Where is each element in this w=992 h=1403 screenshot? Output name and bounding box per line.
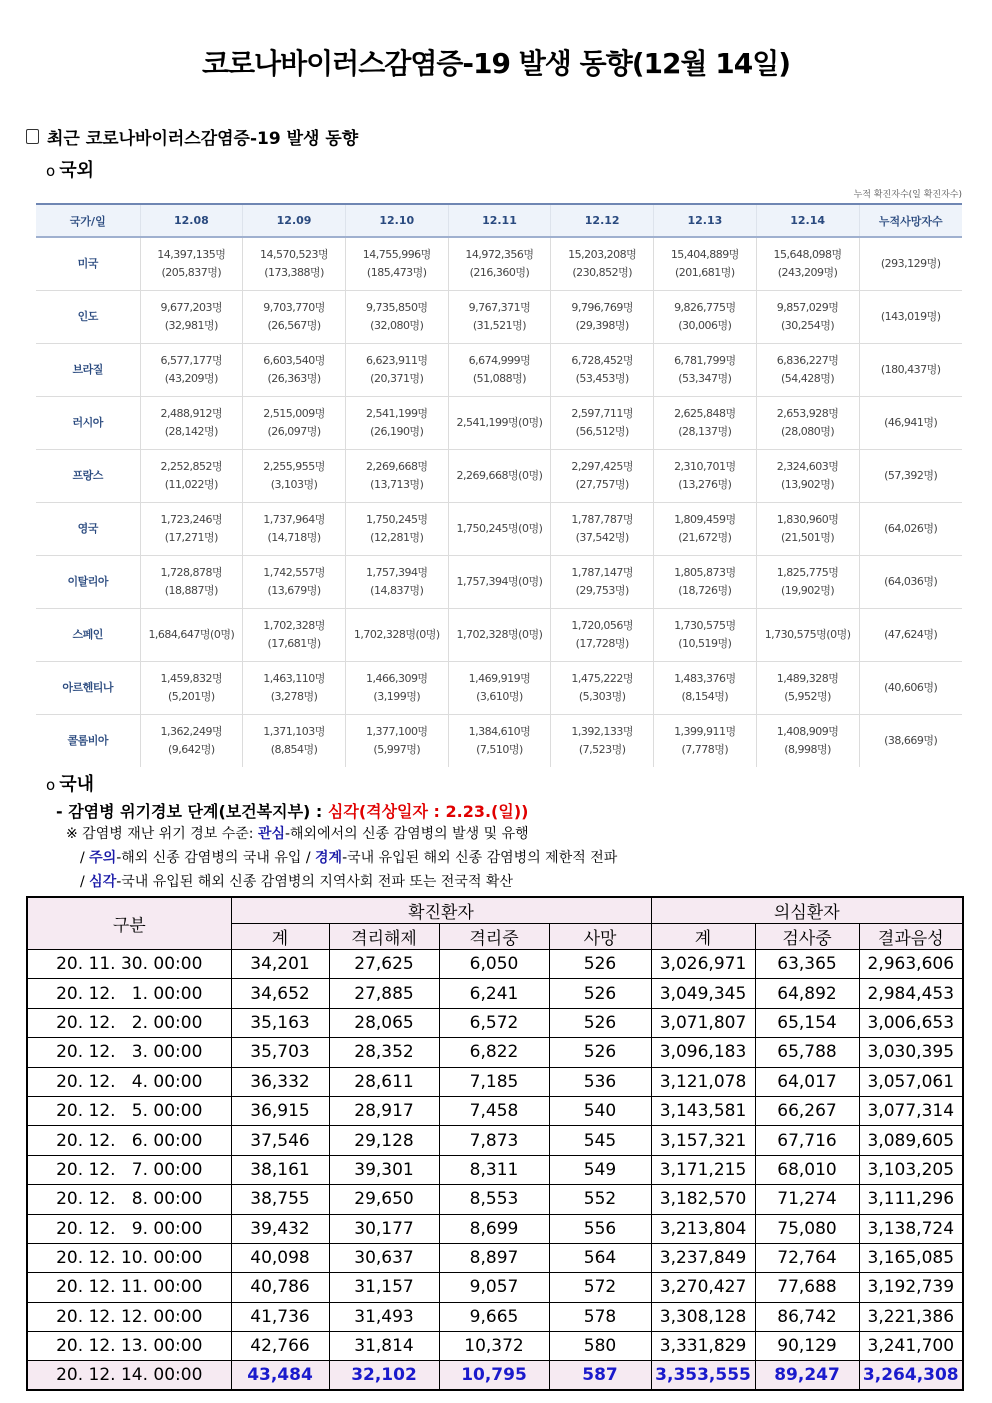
level-alert: 경계 [315,850,343,866]
value-cell: 2,963,606 [859,950,963,979]
international-note: 누적 확진자수(일 확진자수) [853,190,962,200]
value-cell: 3,030,395 [859,1038,963,1067]
table-row [36,396,962,449]
value-cell: 75,080 [755,1214,859,1243]
case-count-cell: 2,515,009명 (26,097명) [243,396,346,449]
value-cell: 552 [549,1185,651,1214]
value-cell: 9,665 [439,1302,549,1331]
international-header-row [36,204,962,237]
country-name: 프랑스 [36,449,140,502]
value-cell: 43,484 [231,1361,329,1390]
value-cell: 86,742 [755,1302,859,1331]
value-cell: 35,703 [231,1038,329,1067]
case-count-cell: 1,805,873명 (18,726명) [654,555,757,608]
case-count-cell: 9,677,203명 (32,981명) [140,290,243,343]
alert-description-line-2: / 주의-해외 신종 감염병의 국내 유입 / 경계-국내 유입된 해외 신종 감염병의 제한적 전파 [80,850,618,866]
date-cell: 20. 12. 1. 00:00 [27,979,231,1008]
case-count-cell: 1,830,960명 (21,501명) [756,502,859,555]
value-cell: 3,353,555 [651,1361,755,1390]
value-cell: 3,213,804 [651,1214,755,1243]
value-cell: 30,177 [329,1214,439,1243]
value-cell: 6,572 [439,1008,549,1037]
value-cell: 36,332 [231,1067,329,1096]
value-cell: 556 [549,1214,651,1243]
value-cell: 7,458 [439,1096,549,1125]
table-row [36,661,962,714]
header-category: 구분 [27,897,231,950]
date-cell: 20. 12. 10. 00:00 [27,1243,231,1272]
value-cell: 3,165,085 [859,1243,963,1272]
value-cell: 8,553 [439,1185,549,1214]
case-count-cell: 1,459,832명 (5,201명) [140,661,243,714]
value-cell: 65,788 [755,1038,859,1067]
header-subcolumn: 검사중 [755,924,859,950]
table-row [27,1038,963,1067]
case-count-cell: 1,757,394명 (14,837명) [345,555,448,608]
case-count-cell: 1,392,133명 (7,523명) [551,714,654,767]
value-cell: 28,352 [329,1038,439,1067]
case-count-cell: 2,653,928명 (28,080명) [756,396,859,449]
value-cell: 32,102 [329,1361,439,1390]
value-cell: 31,493 [329,1302,439,1331]
case-count-cell: 15,404,889명 (201,681명) [654,237,757,290]
value-cell: 29,128 [329,1126,439,1155]
value-cell: 3,103,205 [859,1155,963,1184]
value-cell: 3,241,700 [859,1332,963,1361]
case-count-cell: 2,597,711명 (56,512명) [551,396,654,449]
value-cell: 10,795 [439,1361,549,1390]
value-cell: 42,766 [231,1332,329,1361]
table-row [27,1185,963,1214]
date-cell: 20. 12. 8. 00:00 [27,1185,231,1214]
value-cell: 587 [549,1361,651,1390]
value-cell: 578 [549,1302,651,1331]
value-cell: 67,716 [755,1126,859,1155]
value-cell: 66,267 [755,1096,859,1125]
case-count-cell: 1,399,911명 (7,778명) [654,714,757,767]
value-cell: 27,885 [329,979,439,1008]
case-count-cell: 1,384,610명 (7,510명) [448,714,551,767]
header-date: 12.11 [448,204,551,237]
death-count-cell: (40,606명) [859,661,962,714]
value-cell: 9,057 [439,1273,549,1302]
date-cell: 20. 12. 2. 00:00 [27,1008,231,1037]
header-subcolumn: 결과음성 [859,924,963,950]
value-cell: 31,157 [329,1273,439,1302]
case-count-cell: 1,730,575명(0명) [756,608,859,661]
case-count-cell: 9,735,850명 (32,080명) [345,290,448,343]
value-cell: 580 [549,1332,651,1361]
value-cell: 38,161 [231,1155,329,1184]
table-row [36,449,962,502]
case-count-cell: 1,750,245명(0명) [448,502,551,555]
value-cell: 72,764 [755,1243,859,1272]
death-count-cell: (64,026명) [859,502,962,555]
bullet-icon: o [46,162,56,180]
value-cell: 3,264,308 [859,1361,963,1390]
case-count-cell: 1,787,147명 (29,753명) [551,555,654,608]
value-cell: 536 [549,1067,651,1096]
date-cell: 20. 12. 3. 00:00 [27,1038,231,1067]
value-cell: 30,637 [329,1243,439,1272]
case-count-cell: 1,702,328명(0명) [345,608,448,661]
value-cell: 89,247 [755,1361,859,1390]
value-cell: 3,331,829 [651,1332,755,1361]
date-cell: 20. 12. 4. 00:00 [27,1067,231,1096]
country-name: 이탈리아 [36,555,140,608]
table-row [36,502,962,555]
case-count-cell: 2,625,848명 (28,137명) [654,396,757,449]
value-cell: 3,221,386 [859,1302,963,1331]
case-count-cell: 1,757,394명(0명) [448,555,551,608]
value-cell: 3,077,314 [859,1096,963,1125]
case-count-cell: 9,767,371명 (31,521명) [448,290,551,343]
value-cell: 3,308,128 [651,1302,755,1331]
case-count-cell: 9,857,029명 (30,254명) [756,290,859,343]
country-name: 아르헨티나 [36,661,140,714]
date-cell: 20. 11. 30. 00:00 [27,950,231,979]
value-cell: 526 [549,1008,651,1037]
case-count-cell: 1,371,103명 (8,854명) [243,714,346,767]
value-cell: 6,050 [439,950,549,979]
header-country-date: 국가/일 [36,204,140,237]
value-cell: 71,274 [755,1185,859,1214]
table-row [27,1243,963,1272]
value-cell: 77,688 [755,1273,859,1302]
case-count-cell: 1,723,246명 (17,271명) [140,502,243,555]
domestic-table-body [27,950,963,1391]
header-date: 12.10 [345,204,448,237]
header-date: 12.13 [654,204,757,237]
death-count-cell: (180,437명) [859,343,962,396]
case-count-cell: 2,541,199명 (26,190명) [345,396,448,449]
case-count-cell: 6,836,227명 (54,428명) [756,343,859,396]
case-count-cell: 14,397,135명 (205,837명) [140,237,243,290]
case-count-cell: 6,781,799명 (53,347명) [654,343,757,396]
case-count-cell: 2,252,852명 (11,022명) [140,449,243,502]
value-cell: 63,365 [755,950,859,979]
value-cell: 526 [549,1038,651,1067]
table-row [27,1273,963,1302]
case-count-cell: 15,648,098명 (243,209명) [756,237,859,290]
international-heading: o 국외 [46,160,94,181]
table-row [36,714,962,767]
domestic-heading: o 국내 [46,774,94,795]
case-count-cell: 14,570,523명 (173,388명) [243,237,346,290]
header-confirmed-group: 확진환자 [231,897,651,924]
alert-description-line-1: ※ 감염병 재난 위기 경보 수준: 관심-해외에서의 신종 감염병의 발생 및 유행 [66,826,529,842]
header-date: 12.14 [756,204,859,237]
value-cell: 34,652 [231,979,329,1008]
value-cell: 40,098 [231,1243,329,1272]
case-count-cell: 2,541,199명(0명) [448,396,551,449]
case-count-cell: 9,703,770명 (26,567명) [243,290,346,343]
value-cell: 3,096,183 [651,1038,755,1067]
value-cell: 8,699 [439,1214,549,1243]
header-date: 12.12 [551,204,654,237]
case-count-cell: 1,466,309명 (3,199명) [345,661,448,714]
value-cell: 3,057,061 [859,1067,963,1096]
table-row [27,1332,963,1361]
value-cell: 3,026,971 [651,950,755,979]
case-count-cell: 2,310,701명 (13,276명) [654,449,757,502]
case-count-cell: 2,269,668명(0명) [448,449,551,502]
value-cell: 3,006,653 [859,1008,963,1037]
table-row [27,1214,963,1243]
case-count-cell: 2,488,912명 (28,142명) [140,396,243,449]
value-cell: 3,192,739 [859,1273,963,1302]
level-serious: 심각 [89,874,117,890]
case-count-cell: 15,203,208명 (230,852명) [551,237,654,290]
case-count-cell: 14,755,996명 (185,473명) [345,237,448,290]
value-cell: 64,017 [755,1067,859,1096]
case-count-cell: 1,809,459명 (21,672명) [654,502,757,555]
alert-level-line: - 감염병 위기경보 단계(보건복지부) : 심각(격상일자 : 2.23.(일)) [56,802,529,821]
value-cell: 68,010 [755,1155,859,1184]
level-attention: 주의 [89,850,117,866]
value-cell: 3,071,807 [651,1008,755,1037]
value-cell: 3,121,078 [651,1067,755,1096]
header-cumulative-deaths: 누적사망자수 [859,204,962,237]
date-cell: 20. 12. 13. 00:00 [27,1332,231,1361]
country-name: 콜롬비아 [36,714,140,767]
death-count-cell: (57,392명) [859,449,962,502]
value-cell: 3,143,581 [651,1096,755,1125]
date-cell: 20. 12. 11. 00:00 [27,1273,231,1302]
country-name: 스페인 [36,608,140,661]
table-row [27,1302,963,1331]
value-cell: 7,873 [439,1126,549,1155]
table-row [27,1155,963,1184]
value-cell: 64,892 [755,979,859,1008]
value-cell: 65,154 [755,1008,859,1037]
header-date: 12.09 [243,204,346,237]
country-name: 러시아 [36,396,140,449]
value-cell: 8,897 [439,1243,549,1272]
table-row [27,979,963,1008]
header-subcolumn: 계 [231,924,329,950]
value-cell: 29,650 [329,1185,439,1214]
case-count-cell: 1,475,222명 (5,303명) [551,661,654,714]
value-cell: 2,984,453 [859,979,963,1008]
international-table-body [36,237,962,767]
date-cell: 20. 12. 5. 00:00 [27,1096,231,1125]
value-cell: 545 [549,1126,651,1155]
value-cell: 3,270,427 [651,1273,755,1302]
case-count-cell: 6,674,999명 (51,088명) [448,343,551,396]
value-cell: 3,049,345 [651,979,755,1008]
table-row [36,237,962,290]
case-count-cell: 1,469,919명 (3,610명) [448,661,551,714]
value-cell: 549 [549,1155,651,1184]
header-suspected-group: 의심환자 [651,897,963,924]
header-subcolumn: 사망 [549,924,651,950]
domestic-table [26,896,964,1391]
international-table [36,203,962,767]
death-count-cell: (38,669명) [859,714,962,767]
case-count-cell: 1,483,376명 (8,154명) [654,661,757,714]
death-count-cell: (143,019명) [859,290,962,343]
case-count-cell: 1,787,787명 (37,542명) [551,502,654,555]
case-count-cell: 1,408,909명 (8,998명) [756,714,859,767]
alert-level-value: 심각(격상일자 : 2.23.(일)) [327,802,529,821]
value-cell: 526 [549,950,651,979]
bullet-icon: o [46,776,56,794]
date-cell: 20. 12. 7. 00:00 [27,1155,231,1184]
value-cell: 28,611 [329,1067,439,1096]
case-count-cell: 1,489,328명 (5,952명) [756,661,859,714]
value-cell: 572 [549,1273,651,1302]
value-cell: 39,432 [231,1214,329,1243]
value-cell: 540 [549,1096,651,1125]
value-cell: 6,822 [439,1038,549,1067]
alert-description-line-3: / 심각-국내 유입된 해외 신종 감염병의 지역사회 전파 또는 전국적 확산 [80,874,513,890]
value-cell: 37,546 [231,1126,329,1155]
value-cell: 526 [549,979,651,1008]
case-count-cell: 2,269,668명 (13,713명) [345,449,448,502]
value-cell: 31,814 [329,1332,439,1361]
case-count-cell: 1,742,557명 (13,679명) [243,555,346,608]
value-cell: 3,138,724 [859,1214,963,1243]
header-subcolumn: 계 [651,924,755,950]
header-subcolumn: 격리중 [439,924,549,950]
table-row [27,1126,963,1155]
case-count-cell: 6,603,540명 (26,363명) [243,343,346,396]
value-cell: 3,111,296 [859,1185,963,1214]
country-name: 영국 [36,502,140,555]
date-cell: 20. 12. 12. 00:00 [27,1302,231,1331]
table-row [27,1067,963,1096]
date-cell: 20. 12. 9. 00:00 [27,1214,231,1243]
value-cell: 3,089,605 [859,1126,963,1155]
table-row [27,1008,963,1037]
death-count-cell: (47,624명) [859,608,962,661]
header-subcolumn: 격리해제 [329,924,439,950]
page-title: 코로나바이러스감염증-19 발생 동향(12월 14일) [201,47,791,80]
value-cell: 35,163 [231,1008,329,1037]
table-row [27,950,963,979]
case-count-cell: 9,796,769명 (29,398명) [551,290,654,343]
case-count-cell: 1,728,878명 (18,887명) [140,555,243,608]
checkbox-square-icon [26,129,39,144]
death-count-cell: (293,129명) [859,237,962,290]
value-cell: 564 [549,1243,651,1272]
header-date: 12.08 [140,204,243,237]
value-cell: 6,241 [439,979,549,1008]
value-cell: 28,065 [329,1008,439,1037]
case-count-cell: 1,684,647명(0명) [140,608,243,661]
value-cell: 3,237,849 [651,1243,755,1272]
value-cell: 28,917 [329,1096,439,1125]
date-cell: 20. 12. 14. 00:00 [27,1361,231,1390]
value-cell: 7,185 [439,1067,549,1096]
case-count-cell: 1,720,056명 (17,728명) [551,608,654,661]
value-cell: 36,915 [231,1096,329,1125]
case-count-cell: 9,826,775명 (30,006명) [654,290,757,343]
value-cell: 38,755 [231,1185,329,1214]
case-count-cell: 1,362,249명 (9,642명) [140,714,243,767]
case-count-cell: 2,324,603명 (13,902명) [756,449,859,502]
value-cell: 39,301 [329,1155,439,1184]
death-count-cell: (64,036명) [859,555,962,608]
value-cell: 8,311 [439,1155,549,1184]
case-count-cell: 2,255,955명 (3,103명) [243,449,346,502]
case-count-cell: 1,377,100명 (5,997명) [345,714,448,767]
case-count-cell: 1,825,775명 (19,902명) [756,555,859,608]
section-heading [26,124,358,149]
case-count-cell: 1,463,110명 (3,278명) [243,661,346,714]
value-cell: 41,736 [231,1302,329,1331]
value-cell: 10,372 [439,1332,549,1361]
value-cell: 27,625 [329,950,439,979]
table-row [36,290,962,343]
table-row [27,1096,963,1125]
table-row [36,555,962,608]
value-cell: 40,786 [231,1273,329,1302]
value-cell: 34,201 [231,950,329,979]
case-count-cell: 1,702,328명(0명) [448,608,551,661]
table-row [36,608,962,661]
date-cell: 20. 12. 6. 00:00 [27,1126,231,1155]
country-name: 브라질 [36,343,140,396]
value-cell: 3,182,570 [651,1185,755,1214]
country-name: 미국 [36,237,140,290]
case-count-cell: 2,297,425명 (27,757명) [551,449,654,502]
case-count-cell: 1,730,575명 (10,519명) [654,608,757,661]
death-count-cell: (46,941명) [859,396,962,449]
case-count-cell: 1,702,328명 (17,681명) [243,608,346,661]
value-cell: 90,129 [755,1332,859,1361]
case-count-cell: 6,728,452명 (53,453명) [551,343,654,396]
case-count-cell: 6,623,911명 (20,371명) [345,343,448,396]
table-row [27,1361,963,1390]
table-row [36,343,962,396]
section-heading-text: 최근 코로나바이러스감염증-19 발생 동향 [47,129,359,149]
country-name: 인도 [36,290,140,343]
case-count-cell: 14,972,356명 (216,360명) [448,237,551,290]
case-count-cell: 6,577,177명 (43,209명) [140,343,243,396]
case-count-cell: 1,737,964명 (14,718명) [243,502,346,555]
value-cell: 3,157,321 [651,1126,755,1155]
case-count-cell: 1,750,245명 (12,281명) [345,502,448,555]
value-cell: 3,171,215 [651,1155,755,1184]
level-caution: 관심 [257,826,285,842]
